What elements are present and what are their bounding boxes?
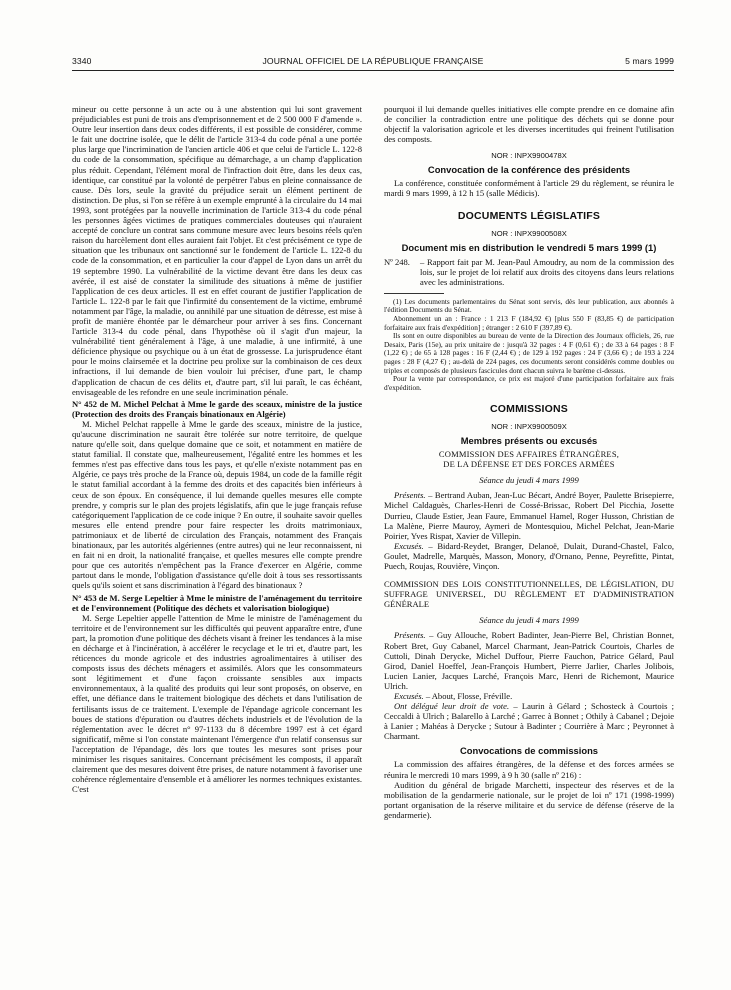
question-453-title: N° 453 de M. Serge Lepeltier à Mme le ministre de l'aménagement du territoire et de l'environnement (Politique des déchets et valorisation biologique) [72,592,362,613]
document-entry [384,257,674,287]
left-column [72,104,362,980]
excuses-list: Excusés. – Bidard-Reydet, Branger, Delanoë, Dulait, Durand-Chastel, Falco, Goulet, Madrelle, Marquès, Masson, Monory, d'Ornano, Penne, Peyrefitte, Pintat, Puech, Roujas, Rouvière, Vinçon. [384,540,674,572]
convocations-title: Convocations de commissions [459,745,599,757]
seance-date: Séance du jeudi 4 mars 1999 [479,475,579,486]
question-452-title: N° 452 de M. Michel Pelchat à Mme le garde des sceaux, ministre de la justice (Protection des droits des Français binationaux en Algérie) [72,398,362,419]
right-column [384,104,674,980]
footnote-1: (1) Les documents parlementaires du Sénat sont servis, dès leur publication, aux abonnés à l'édition Documents du Sénat. [384,296,674,315]
footnote-prices: Ils sont en outre disponibles au bureau de vente de la Direction des Journaux officiels, 26, rue Desaix, Paris (15e), au prix unitaire de : jusqu'à 32 pages : 4 F (0,61 €) ; de 33 à 64 pages : 8 F (1,22 €) ; de 65 à 128 pages : 16 F (2,44 €) ; de 129 à 192 pages : 24 F (3,66 €) ; de 193 à 224 pages : 28 F (4,27 €) ; au-delà de 224 pages, ces documents seront considérés comme doubles ou triples et composés de plusieurs fascicules dont chacun suivra le barème ci-dessus. [384,331,674,375]
documents-legislatifs-heading: DOCUMENTS LÉGISLATIFS [457,209,601,222]
nor-reference: NOR : INPX9900509X [491,422,567,432]
membres-title: Membres présents ou excusés [460,435,598,447]
distribution-title: Document mis en distribution le vendredi 5 mars 1999 (1) [401,241,657,253]
journal-page [72,54,674,984]
document-number: Nº 248. [384,256,410,267]
commission-name: DE LA DÉFENSE ET DES FORCES ARMÉES [443,459,615,470]
continued-question-text: mineur ou cette personne à un acte ou à une abstention qui lui sont gravement préjudiciables est puni de trois ans d'emprisonnement et de 2 500 000 F d'amende ». Outre leur insertion dans deux codes différents, il est possible de considérer, comme le fait une doctrine isolée, que le délit de l'article 313-4 du code pénal a une portée plus large que l'incrimination de l'ancien article 406 et que celui de l'article L. 122-8 du code de la consommation, spécifique au démarchage, a un champ d'application plus réduit. Cependant, l'élément moral de l'infraction doit être, dans les deux cas, identique, car constitué par la volonté de perpétrer l'abus en pleine connaissance de cause. Dès lors, seule la gravité du préjudice serait un élément pertinent de distinction. De plus, si l'on se réfère à un exemple emprunté à la circulaire du 14 mai 1993, sont protégées par la nouvelle incrimination de l'article 313-4 du code pénal les personnes âgées victimes de pratiques commerciales douteuses qui n'auraient accepté de conclure un contrat sans commune mesure avec leurs besoins réels qu'en raison du harcèlement dont elles auraient fait l'objet. Et c'est précisément ce type de situation que les tribunaux ont sanctionné sur le fondement de l'article L. 122-8 du code de la consommation, et en particulier la cour d'appel de Lyon dans un arrêt du 19 septembre 1990. La vulnérabilité de la victime devant être dans les deux cas avérée, il est aisé de constater la similitude des situations à même de justifier l'application de ces deux articles. Il est en effet courant de justifier l'application de l'article L. 122-8 par le fait que l'infirmité du consentement de la victime, embrumé notamment par l'âge, la maladie, ou annihilé par une situation de détresse, est mise à profit de manière éhontée par le démarcheur pour arriver à ses fins. Concernant l'article 313-4 du code pénal, dans l'hypothèse où il s'agit d'un majeur, la vulnérabilité tient généralement à l'âge, à une maladie, à une infirmité, à une déficience physique ou psychique ou à un état de grossesse. La jurisprudence étant pour le moins clairsemée et la doctrine peu prolixe sur la combinaison de ces deux infractions, il lui demande de bien vouloir lui préciser, d'une part, le champ d'application de chacun de ces délits et, d'autre part, s'il lui paraît, le cas échéant, envisageable de les refondre en une seule incrimination pénale. [72,104,362,397]
two-column-body [72,104,674,980]
header-rule [72,70,674,71]
footnote-mail-order: Pour la vente par correspondance, ce prix est majoré d'une participation forfaitaire aux frais d'expédition. [384,374,674,392]
document-description: – Rapport fait par M. Jean-Paul Amoudry, au nom de la commission des lois, sur le projet de loi relatif aux droits des citoyens dans leurs relations avec les administrations. [420,256,674,287]
issue-date: 5 mars 1999 [625,56,674,66]
footnote-subscription: Abonnement un an : France : 1 213 F (184,92 €) [plus 550 F (83,85 €) de participation forfaitaire aux frais d'expédition] ; étranger : 2 610 F (397,89 €). [384,314,674,332]
commission-name: COMMISSION DES AFFAIRES ÉTRANGÈRES, [438,449,620,460]
nor-reference: NOR : INPX9900478X [491,151,567,161]
question-452-body: M. Michel Pelchat rappelle à Mme le garde des sceaux, ministre de la justice, qu'aucune discrimination ne saurait être tolérée sur notre territoire, de quelque nature qu'elle soit, dans quelque domaine que ce soit, et notamment en matière de statut familial. Il constate que, malheureusement, l'égalité entre les hommes et les femmes n'est pas effective dans tous les pays, et qu'elle n'existe notamment pas en Algérie, ce pays très proche de la France où, depuis 1984, un code de la famille régit le statut familial accordant à la femme des droits et des capacités bien inférieurs à ceux de son époux. En conséquence, il lui demande quelles mesures elle compte prendre, y compris sur le plan des projets législatifs, afin que le juge français refuse catégoriquement l'application de ce code inique ? En outre, il souhaite savoir quelles mesures elle entend prendre pour faire respecter les droits matrimoniaux, patrimoniaux et de liberté de circulation des Français, notamment des Français binationaux, par les autorités algériennes (entre autres) qui ne leur reconnaissent, ni en fait ni en droit, la nationalité française, et quelles mesures elle compte prendre pour que ces autorités n'empêchent pas la France d'exercer en Algérie, comme partout dans le monde, l'obligation d'assistance qu'elle doit à tous ses ressortissants quels qu'ils soient et sans discrimination à l'égard des binationaux ? [72,418,362,591]
page-number: 3340 [72,56,92,66]
seance-date: Séance du jeudi 4 mars 1999 [479,615,579,626]
convocation-text: La conférence, constituée conformément à l'article 29 du règlement, se réunira le mardi 9 mars 1999, à 12 h 15 (salle Médicis). [384,178,674,199]
running-header [72,54,674,70]
convocations-item: Audition du général de brigade Marchetti, inspecteur des réserves et de la mobilisation de la gendarmerie nationale, sur le projet de loi nº 171 (1998-1999) portant organisation de la réserve militaire et du service de défense (réserve de la gendarmerie). [384,779,674,820]
commission-name: COMMISSION DES LOIS CONSTITUTIONNELLES, DE LÉGISLATION, DU SUFFRAGE UNIVERSEL, DU RÈGLEMENT ET D'ADMINISTRATION GÉNÉRALE [384,579,674,610]
presents-list: Présents. – Guy Allouche, Robert Badinter, Jean-Pierre Bel, Christian Bonnet, Robert Bret, Guy Cabanel, Marcel Charmant, Jean-Patrick Courtois, Charles de Cuttoli, Dinah Derycke, Michel Duffour, Pierre Fauchon, Patrice Gélard, Paul Girod, Daniel Hoeffel, Jean-François Humbert, Pierre Jarlier, Charles Jolibois, Lucien Lanier, Jacques Larché, François Marc, Henri de Richemont, Maurice Ulrich. [384,630,674,691]
footnote-rule [384,293,444,294]
footnotes [384,298,674,393]
vote-delegation-list: Ont délégué leur droit de vote. – Laurin à Gélard ; Schosteck à Courtois ; Ceccaldi à Ulrich ; Balarello à Larché ; Garrec à Bonnet ; Othily à Cabanel ; Dejoie à Lanier ; Mahéas à Derycke ; Sutour à Badinter ; Courrière à Marc ; Peyronnet à Charmant. [384,701,674,742]
question-453-continued: pourquoi il lui demande quelles initiatives elle compte prendre en ce domaine afin de concilier la contradiction entre une politique des déchets qui se donne pour objectif la valorisation agricole et les diverses incertitudes qui freinent l'utilisation des composts. [384,104,674,145]
convocation-title: Convocation de la conférence des présidents [427,164,631,176]
convocations-text: La commission des affaires étrangères, de la défense et des forces armées se réunira le mercredi 10 mars 1999, à 9 h 30 (salle nº 216) : [384,759,674,780]
nor-reference: NOR : INPX9900508X [491,228,567,238]
question-453-body: M. Serge Lepeltier appelle l'attention de Mme le ministre de l'aménagement du territoire et de l'environnement sur les difficultés qui peuvent apparaître entre, d'une part, la promotion d'une politique des déchets visant à freiner les tendances à la mise en décharge et à l'incinération, à accélérer le recyclage et le tri et, d'autre part, les réticences du monde agricole et des industries agroalimentaires à utiliser des composts issus des déchets ménagers et assimilés. Alors que les consommateurs sont légitimement et d'une façon croissante sensibles aux impacts environnementaux, à la qualité des produits qui leur sont proposés, on observe, en effet, une défiance dans le traitement biologique des déchets et dans l'utilisation de fertilisants issus de ce traitement. L'exemple de l'épandage agricole concernant les boues de stations d'épuration ou d'autres déchets industriels et de l'évolution de la réglementation avec le décret n° 97-1133 du 8 décembre 1997 est à cet égard significatif, même si l'on constate maintenant l'émergence d'un relatif consensus sur l'acceptation de l'épandage, dès lors que toutes les mesures sont prises pour minimiser les risques sanitaires. Concernant précisément les composts, il apparaît clairement que des mesures doivent être prises, de nature notamment à favoriser une cohérence réglementaire d'ensemble et à améliorer les normes techniques existantes. C'est [72,612,362,795]
excuses-list: Excusés. – About, Flosse, Fréville. [394,690,513,701]
journal-title: JOURNAL OFFICIEL DE LA RÉPUBLIQUE FRANÇAISE [262,56,484,66]
commissions-heading: COMMISSIONS [489,403,569,416]
presents-list: Présents. – Bertrand Auban, Jean-Luc Bécart, André Boyer, Paulette Brisepierre, Michel Caldaguès, Charles-Henri de Cossé-Brissac, Robert Del Picchia, Josette Durrieu, Claude Estier, Jean Faure, Emmanuel Hamel, Roger Husson, Christian de La Malène, Pierre Mauroy, Aymeri de Montesquiou, Michel Pelchat, Jean-Marie Poirier, Yves Rispat, Xavier de Villepin. [384,490,674,541]
